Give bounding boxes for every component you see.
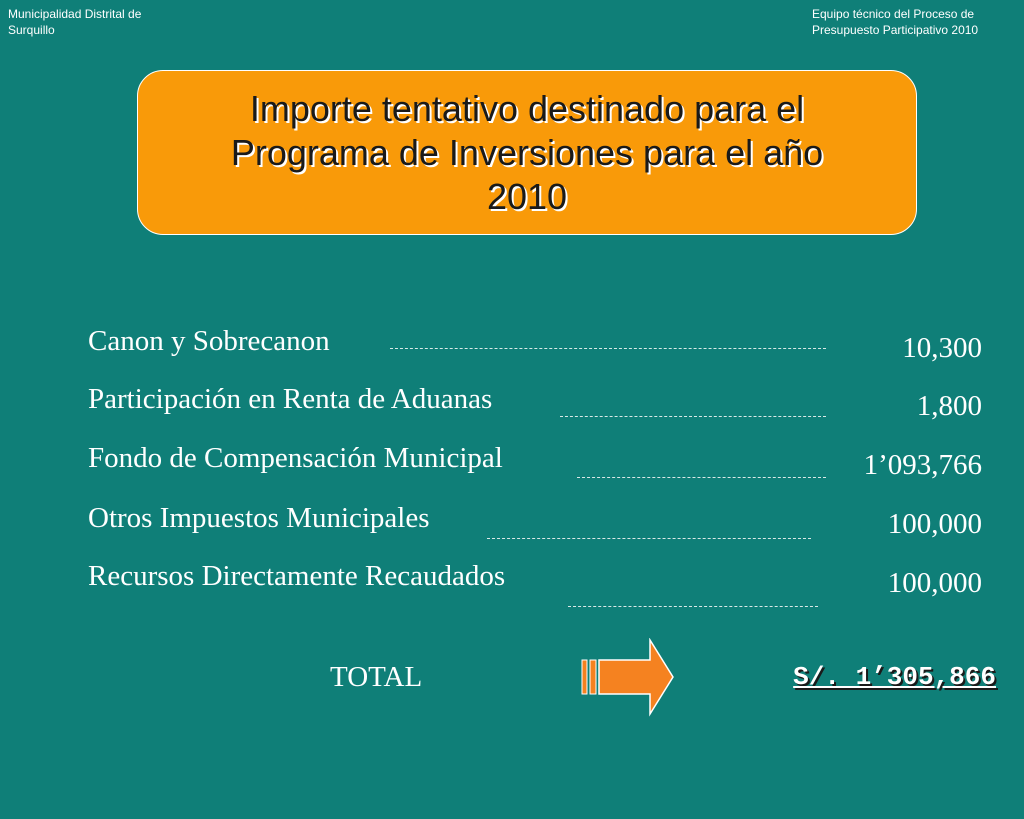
title-box	[137, 70, 917, 235]
page-title	[177, 87, 877, 219]
header-left-line2: Surquillo	[8, 23, 55, 37]
header-left-line1: Municipalidad Distrital de	[8, 7, 142, 21]
item-value-recursos: 100,000	[887, 567, 982, 599]
item-label-otros: Otros Impuestos Municipales	[88, 502, 430, 534]
total-value: S/. 1’305,866	[793, 662, 996, 692]
item-value-foncomun: 1’093,766	[863, 449, 982, 481]
item-label-aduanas: Participación en Renta de Aduanas	[88, 383, 493, 415]
title-line3: 2010	[486, 175, 568, 217]
item-value-aduanas: 1,800	[916, 390, 982, 422]
item-label-canon: Canon y Sobrecanon	[88, 325, 330, 357]
header-right-line1: Equipo técnico del Proceso de	[812, 7, 975, 21]
title-line1: Importe tentativo destinado para el	[249, 87, 805, 129]
leader-line	[568, 606, 818, 607]
leader-line	[560, 416, 826, 417]
item-value-otros: 100,000	[887, 508, 982, 540]
leader-line	[390, 348, 826, 349]
item-value-canon: 10,300	[902, 332, 982, 364]
header-left	[8, 6, 141, 38]
header-right	[812, 6, 978, 38]
leader-line	[577, 477, 826, 478]
right-arrow-icon	[580, 638, 680, 720]
item-label-recursos: Recursos Directamente Recaudados	[88, 560, 506, 592]
item-label-foncomun: Fondo de Compensación Municipal	[88, 442, 503, 474]
header-right-line2: Presupuesto Participativo 2010	[812, 23, 979, 37]
leader-line	[487, 538, 811, 539]
total-label: TOTAL	[330, 661, 423, 693]
title-line2: Programa de Inversiones para el año	[230, 131, 824, 173]
